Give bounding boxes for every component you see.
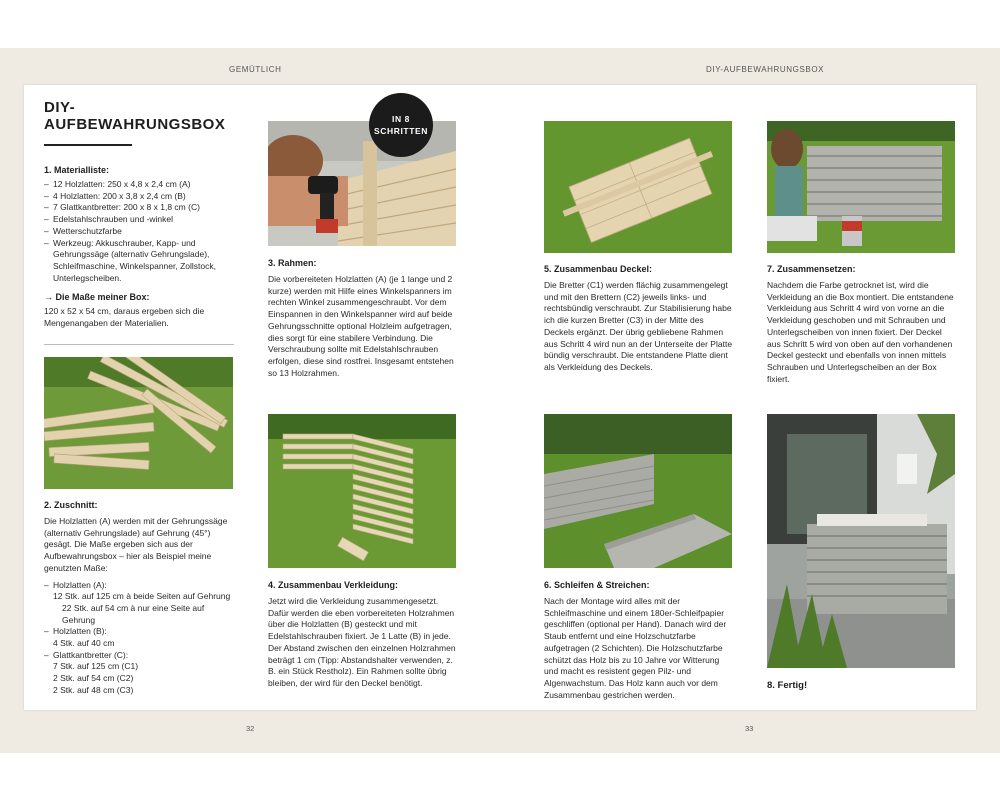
photo-lid-boards	[544, 121, 732, 253]
step-2-heading: 2. Zuschnitt:	[44, 500, 98, 510]
steps-badge	[369, 93, 433, 157]
material-item: – 12 Holzlatten: 250 x 4,8 x 2,4 cm (A)	[44, 179, 234, 191]
column-3-lower	[544, 580, 734, 701]
cut-list-item	[44, 626, 234, 649]
title-underline	[44, 144, 132, 146]
badge-line-1: IN 8	[392, 114, 410, 124]
cut-list	[44, 580, 234, 697]
step-2-text: Die Holzlatten (A) werden mit der Gehrungssäge (alternativ Gehrungslade) auf Gehrung (45°) gesägt. Die Maße ergeben sich aus der Aufbewahrungsbox – hier als Beispiel meine genutzten Maße:	[44, 516, 228, 573]
photo-finished-box	[767, 414, 955, 668]
dimensions-text: 120 x 52 x 54 cm, daraus ergeben sich die Mengenangaben der Materialien.	[44, 306, 205, 329]
column-2-upper	[268, 258, 458, 379]
cut-list-label: Holzlatten (B):	[53, 626, 107, 637]
column-1-lower	[44, 500, 234, 697]
step-4-heading: 4. Zusammenbau Verkleidung:	[268, 580, 399, 590]
running-header-right: DIY-AUFBEWAHRUNGSBOX	[706, 65, 825, 74]
cut-list-label: Holzlatten (A):	[53, 579, 107, 590]
column-3-upper	[544, 264, 734, 374]
cut-list-item	[44, 580, 234, 627]
photo-painted-parts	[544, 414, 732, 568]
dimensions-heading: → Die Maße meiner Box:	[44, 292, 150, 303]
materials-heading: 1. Materialliste:	[44, 165, 110, 175]
section-divider	[44, 344, 234, 345]
page-number-left: 32	[246, 724, 255, 733]
material-item: – Edelstahlschrauben und -winkel	[44, 214, 234, 226]
cut-list-detail: 2 Stk. auf 54 cm (C2)	[53, 673, 134, 684]
material-item: – 4 Holzlatten: 200 x 3,8 x 2,4 cm (B)	[44, 191, 234, 203]
column-1	[44, 85, 234, 345]
material-item: – Werkzeug: Akkuschrauber, Kapp- und Gehrungssäge (alternativ Gehrungslade), Schleifmaschine, Winkelspanner, Zollstock, Unterlegscheiben.	[44, 238, 234, 285]
step-3-text: Die vorbereiteten Holzlatten (A) (je 1 lange und 2 kurze) werden mit Hilfe eines Winkelspanners im rechten Winkel zusammengeschraubt. Vor dem Einspannen in den Winkelspanner wird auf beide Gehrungsschnitte optional Holzleim aufgetragen, dies sorgt für eine stabilere Verbindung. Die Verschraubung sollte mit Edelstahlschrauben erfolgen, diese sind rostfrei. Insgesamt entstehen so 13 Holzrahmen.	[268, 274, 454, 378]
step-7-heading: 7. Zusammensetzen:	[767, 264, 856, 274]
materials-list	[44, 179, 234, 284]
cut-list-detail: 4 Stk. auf 40 cm	[53, 638, 115, 649]
step-5-heading: 5. Zusammenbau Deckel:	[544, 264, 653, 274]
step-6-heading: 6. Schleifen & Streichen:	[544, 580, 650, 590]
step-8-heading: 8. Fertig!	[767, 680, 808, 691]
step-7-text: Nachdem die Farbe getrocknet ist, wird die Verkleidung an die Box montiert. Die entstandene Verkleidung aus Schritt 4 wird von vorne an die Verkleidung geschoben und mit Schrauben und Unterlegscheiben von innen fixiert. Der Deckel aus Schritt 5 wird von oben auf den vorhandenen Deckel gesteckt und ebenfalls von innen mittels Schrauben und Unterlegscheiben an der Box fixiert.	[767, 280, 954, 384]
cut-list-detail: 12 Stk. auf 125 cm à beide Seiten auf Gehrung	[53, 591, 231, 602]
running-header-left: GEMÜTLICH	[229, 65, 282, 74]
photo-lumber-pile	[44, 357, 233, 489]
cut-list-detail: 2 Stk. auf 48 cm (C3)	[53, 684, 134, 695]
material-item: – 7 Glattkantbretter: 200 x 8 x 1,8 cm (C)	[44, 202, 234, 214]
badge-line-2: SCHRITTEN	[373, 126, 429, 136]
column-4-upper	[767, 264, 957, 385]
cut-list-item	[44, 650, 234, 697]
cut-list-label: Glattkantbretter (C):	[53, 649, 129, 660]
cut-list-detail: 22 Stk. auf 54 cm à nur eine Seite auf Gehrung	[62, 602, 205, 625]
photo-painting-box	[767, 121, 955, 253]
page-sheet	[24, 85, 976, 710]
step-6-text: Nach der Montage wird alles mit der Schleifmaschine und einem 180er-Schleifpapier geschliffen (optional per Hand). Danach wird der Staub entfernt und eine Holzschutzfarbe aufgetragen (2 Schichten). Die Holzschutzfarbe schützt das Holz bis zu 10 Jahre vor Witterung und macht es resistent gegen Pilz- und Algenwachstum. Das Holz kann auch vor dem Zusammenbau gestrichen werden.	[544, 596, 727, 700]
page-number-right: 33	[745, 724, 754, 733]
column-2-lower	[268, 580, 458, 690]
cut-list-detail: 7 Stk. auf 125 cm (C1)	[53, 661, 139, 672]
step-4-text: Jetzt wird die Verkleidung zusammengesetzt. Dafür werden die eben vorbereiteten Holzrahmen über die Holzlatten (B) gesteckt und mit Edelstahlschrauben fixiert. Je 1 Latte (B) in jede. Der Abstand zwischen den einzelnen Holzrahmen beträgt 1 cm (Tipp: Abstandshalter verwenden, z. B. ein Stück Restholz). Ein Rahmen sollte übrig bleiben, der wird für den Deckel benötigt.	[268, 596, 456, 688]
step-3-heading: 3. Rahmen:	[268, 258, 317, 268]
photo-cladding-assembly	[268, 414, 456, 568]
material-item: – Wetterschutzfarbe	[44, 226, 234, 238]
step-5-text: Die Bretter (C1) werden flächig zusammengelegt und mit den Brettern (C2) jeweils links- und rechtsbündig verschraubt. Zur Stabilisierung habe ich die kurzen Bretter (C3) in der Mitte des Deckels ergänzt. Der übrig gebliebene Rahmen aus Schritt 4 wird nun an der Unterseite der Platte bündig verschraubt. Die entstandene Platte dient als Verkleidung des Deckels.	[544, 280, 733, 372]
page-title: DIY-AUFBEWAHRUNGSBOX	[44, 99, 226, 133]
